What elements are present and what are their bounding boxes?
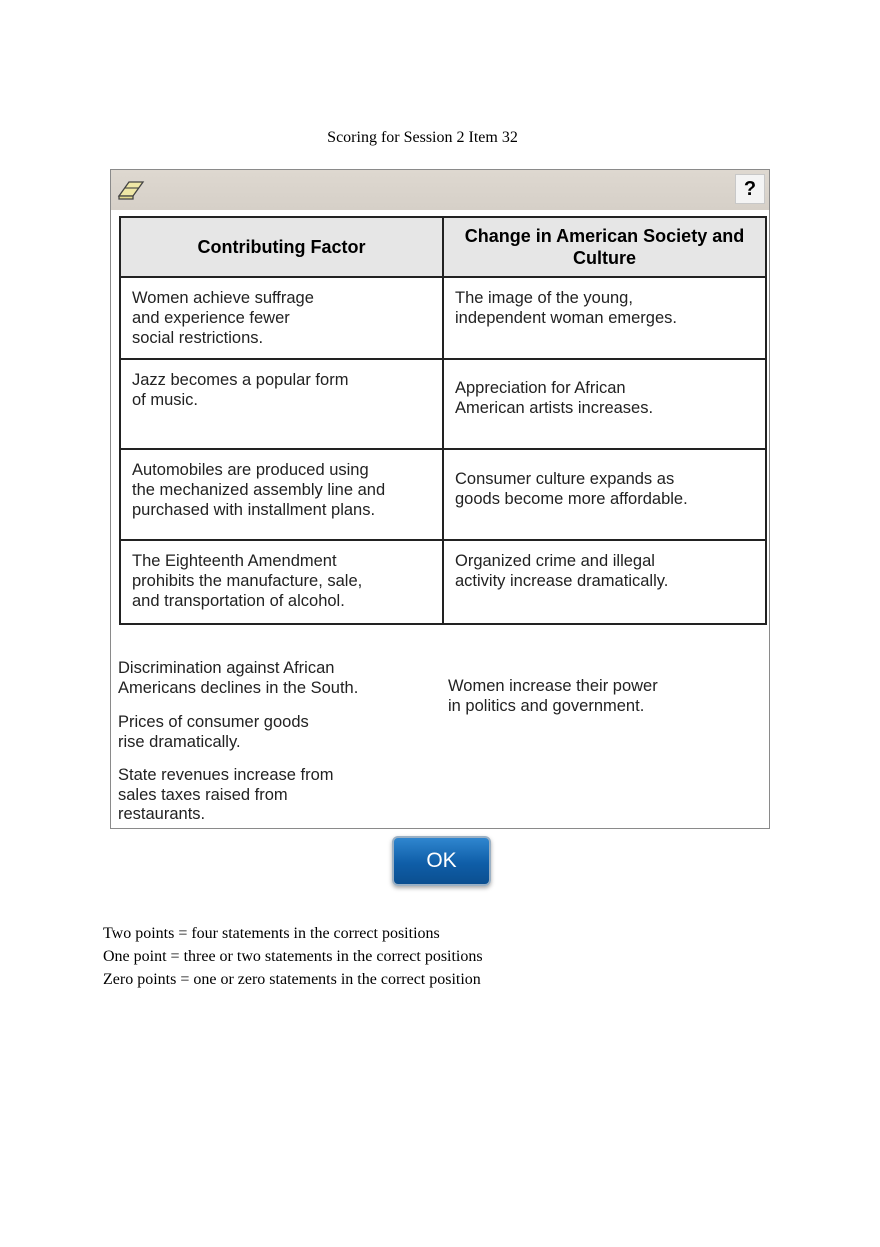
factor-cell: The Eighteenth Amendment prohibits the manufacture, sale, and transportation of alcohol. bbox=[120, 540, 443, 624]
draggable-statement[interactable]: Women increase their power in politics and government. bbox=[448, 677, 658, 715]
change-statement-slot[interactable]: Appreciation for African American artists increases. bbox=[443, 359, 766, 449]
ok-button[interactable]: OK bbox=[392, 836, 491, 886]
change-statement-slot[interactable]: Organized crime and illegal activity increase dramatically. bbox=[443, 540, 766, 624]
toolbar bbox=[111, 170, 769, 210]
scoring-rules bbox=[103, 922, 483, 991]
header-change: Change in American Society and Culture bbox=[443, 217, 766, 277]
scoring-rule: One point = three or two statements in the correct positions bbox=[103, 948, 483, 965]
draggable-statement[interactable]: Discrimination against African Americans declines in the South. bbox=[118, 659, 359, 697]
table-row bbox=[120, 277, 766, 359]
table-row bbox=[120, 540, 766, 624]
header-contributing-factor: Contributing Factor bbox=[120, 217, 443, 277]
drag-and-drop-panel bbox=[110, 169, 770, 829]
factor-change-table bbox=[119, 216, 767, 625]
eraser-icon[interactable] bbox=[115, 178, 147, 202]
page-title: Scoring for Session 2 Item 32 bbox=[327, 129, 518, 146]
scoring-rule: Zero points = one or zero statements in the correct position bbox=[103, 971, 481, 988]
table-row bbox=[120, 359, 766, 449]
factor-cell: Automobiles are produced using the mechanized assembly line and purchased with installment plans. bbox=[120, 449, 443, 540]
factor-cell: Jazz becomes a popular form of music. bbox=[120, 359, 443, 449]
draggable-statement[interactable]: State revenues increase from sales taxes raised from restaurants. bbox=[118, 766, 334, 823]
scoring-rule: Two points = four statements in the correct positions bbox=[103, 925, 440, 942]
draggable-statement[interactable]: Prices of consumer goods rise dramatically. bbox=[118, 713, 309, 751]
change-statement-slot[interactable]: Consumer culture expands as goods become more affordable. bbox=[443, 449, 766, 540]
change-statement-slot[interactable]: The image of the young, independent woman emerges. bbox=[443, 277, 766, 359]
help-button[interactable]: ? bbox=[735, 174, 765, 204]
factor-cell: Women achieve suffrage and experience fewer social restrictions. bbox=[120, 277, 443, 359]
table-row bbox=[120, 449, 766, 540]
